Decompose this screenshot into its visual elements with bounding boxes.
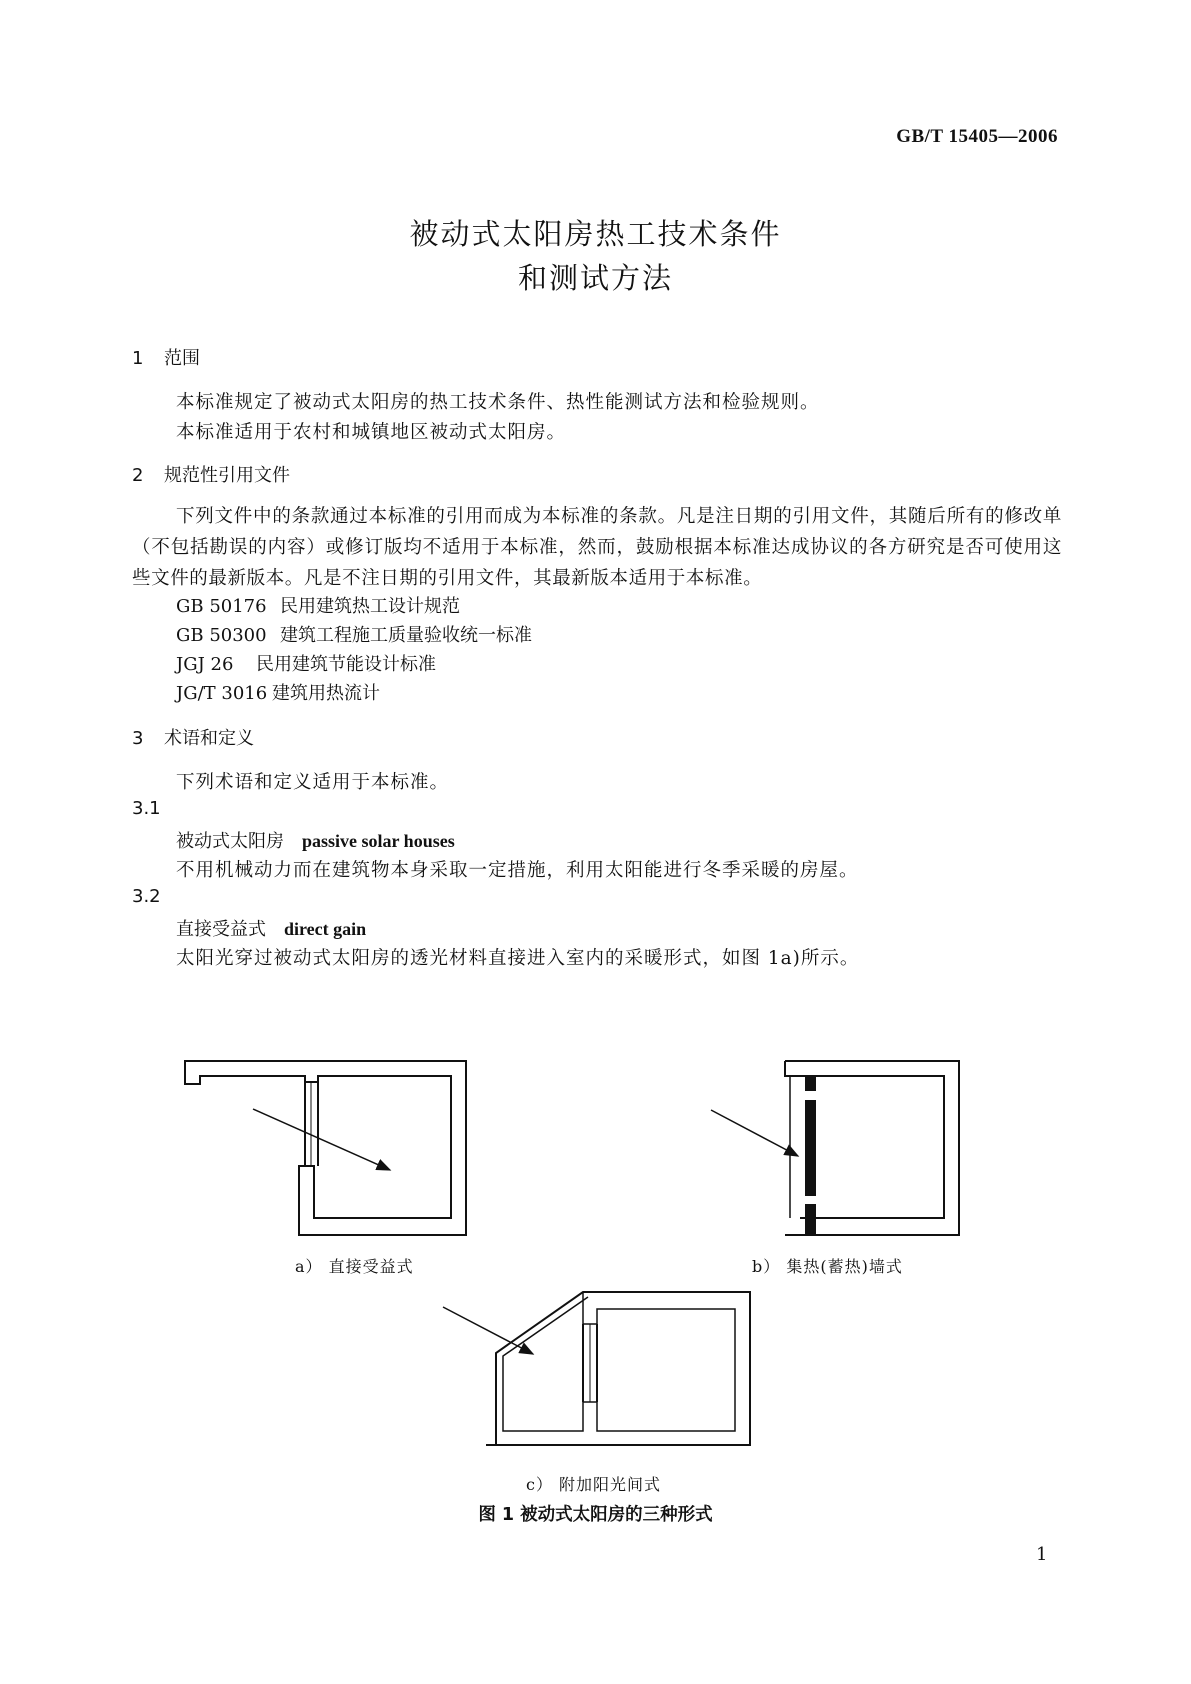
diagram-sunspace: [443, 1292, 750, 1445]
paragraph: 本标准规定了被动式太阳房的热工技术条件、热性能测试方法和检验规则。: [176, 392, 820, 413]
reference-name: 民用建筑热工设计规范: [280, 596, 460, 617]
section-number: 3: [132, 728, 144, 749]
page-number: 1: [1036, 1544, 1048, 1565]
reference-name: 建筑用热流计: [272, 683, 380, 704]
term-en: passive solar houses: [302, 831, 455, 851]
page-title-line2: 和测试方法: [517, 261, 673, 295]
section-number: 2: [132, 465, 144, 486]
section-number: 1: [132, 348, 144, 369]
reference-code: JG/T 3016: [176, 683, 268, 704]
figure-caption-a: a） 直接受益式: [295, 1257, 414, 1276]
figure-caption: 图 1 被动式太阳房的三种形式: [478, 1505, 713, 1525]
reference-name: 民用建筑节能设计标准: [256, 654, 436, 675]
term-zh: 直接受益式: [176, 919, 266, 940]
reference-name: 建筑工程施工质量验收统一标准: [280, 625, 532, 646]
section-title: 范围: [164, 348, 200, 369]
standard-number: GB/T 15405—2006: [896, 126, 1058, 147]
term-zh: 被动式太阳房: [176, 831, 284, 852]
term-definition: 不用机械动力而在建筑物本身采取一定措施，利用太阳能进行冬季采暖的房屋。: [176, 860, 859, 881]
section-title: 规范性引用文件: [164, 465, 290, 486]
paragraph: 本标准适用于农村和城镇地区被动式太阳房。: [176, 422, 567, 443]
figure-caption-b: b） 集热(蓄热)墙式: [752, 1257, 903, 1276]
paragraph: 下列术语和定义适用于本标准。: [176, 772, 450, 793]
reference-code: GB 50176: [176, 596, 267, 617]
reference-code: JGJ 26: [176, 654, 234, 675]
paragraph: 下列文件中的条款通过本标准的引用而成为本标准的条款。凡是注日期的引用文件，其随后所有的修改单（不包括勘误的内容）或修订版均不适用于本标准，然而，鼓励根据本标准达成协议的各方研究是否可使用这些文件的最新版本。凡是不注日期的引用文件，其最新版本适用于本标准。: [132, 506, 1062, 589]
reference-code: GB 50300: [176, 625, 267, 646]
diagram-trombe-wall: [711, 1061, 959, 1235]
figure-caption-c: c） 附加阳光间式: [526, 1475, 662, 1494]
diagram-direct-gain: [185, 1061, 466, 1235]
section-title: 术语和定义: [164, 728, 254, 749]
clause-number: 3.2: [132, 886, 161, 907]
term-definition: 太阳光穿过被动式太阳房的透光材料直接进入室内的采暖形式，如图 1a)所示。: [176, 948, 860, 969]
clause-number: 3.1: [132, 798, 161, 819]
page-title-line1: 被动式太阳房热工技术条件: [409, 217, 782, 251]
term-en: direct gain: [284, 919, 367, 939]
